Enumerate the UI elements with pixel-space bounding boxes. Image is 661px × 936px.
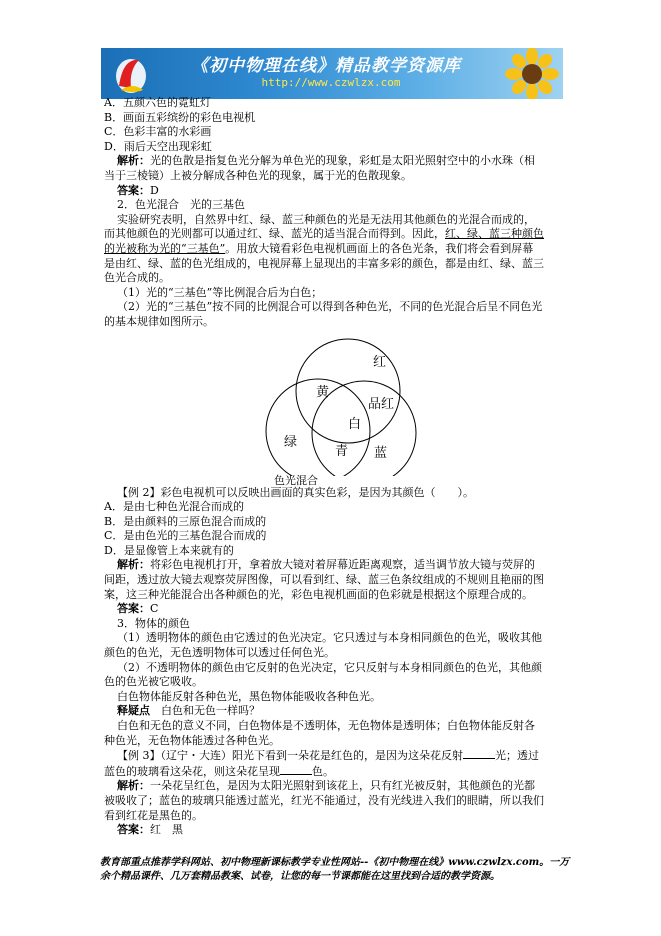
section-2-item-1: （1）光的“三基色”等比例混合后为白色；: [117, 285, 323, 299]
label-red: 红: [373, 354, 387, 370]
doubt-answer: 白色和无色的意义不同，白色物体是不透明体，无色物体是透明体；白色物体能反射各种色光，无色物体能透过各种色光。: [104, 719, 535, 747]
example-2-option-a: A．是由七种色光混合而成的: [104, 500, 244, 514]
label-blue: 蓝: [374, 445, 388, 461]
sunflower-icon: [501, 48, 563, 99]
blank-2[interactable]: [280, 764, 312, 775]
page-footer: 教育部重点推荐学科网站、初中物理新课标教学专业性网站--《初中物理在线》www.czwlzx.com。一万余个精品课件、几万套精品教案、试卷，让您的每一节课都能在这里找到合适的教学资源。: [100, 857, 570, 882]
label-magenta: 品红: [368, 396, 395, 412]
analysis-1: 解析：光的色散是指复色光分解为单色光的现象，彩虹是太阳光照射空中的小水珠（相当于三棱镜）上被分解成各种色光的现象，属于光的色散现象。: [104, 154, 535, 182]
label-white: 白: [348, 416, 362, 432]
option-d: D．雨后天空出现彩虹: [104, 139, 212, 153]
diagram-caption: 色光混合: [274, 473, 318, 487]
option-b: B．画面五彩缤纷的彩色电视机: [104, 110, 256, 124]
option-c: C．色彩丰富的水彩画: [104, 125, 212, 139]
section-3-item-2: （2）不透明物体的颜色由它反射的色光决定，它只反射与本身相同颜色的色光，其他颜色的色光被它吸收。: [104, 660, 542, 689]
example-2-option-b: B．是由颜料的三原色混合而成的: [104, 514, 267, 528]
section-3-heading: 3．物体的颜色: [117, 616, 190, 630]
example-3-analysis: 解析：一朵花呈红色，是因为太阳光照射到该花上，只有红光被反射，其他颜色的光都被吸收了；蓝色的玻璃只能透过蓝光，红光不能通过，没有光线进入我们的眼睛，所以我们看到红花是黑色的。: [104, 779, 544, 822]
example-2-analysis: 解析：将彩色电视机打开，拿着放大镜对着屏幕近距离观察，适当调节放大镜与荧屏的间距，透过放大镜去观察荧屏图像，可以看到红、绿、蓝三色条纹组成的不规则且艳丽的图案，这三种光能混合出各种颜色的光，彩色电视机画面的色彩就是根据这个原理合成的。: [104, 558, 544, 601]
example-3-answer: 答案：红 黑: [117, 823, 183, 837]
label-yellow: 黄: [316, 384, 330, 400]
answer-1: 答案：D: [117, 183, 159, 197]
document-body: [104, 96, 544, 838]
example-2-question: 【例 2】彩色电视机可以反映出画面的真实色彩，是因为其颜色（ ）。: [117, 485, 474, 499]
section-3-item-1: （1）透明物体的颜色由它透过的色光决定。它只透过与本身相同颜色的色光，吸收其他颜色的色光，无色透明物体可以透过任何色光。: [104, 631, 542, 660]
label-cyan: 青: [335, 443, 349, 459]
label-green: 绿: [284, 434, 298, 450]
option-a: A．五颜六色的霓虹灯: [104, 96, 211, 109]
color-mixing-diagram: [104, 336, 544, 486]
doubt-point: 释疑点 白色和无色一样吗？: [117, 704, 260, 718]
section-2-heading: 2．色光混合 光的三基色: [117, 198, 245, 212]
section-2-paragraph: 实验研究表明，自然界中红、绿、蓝三种颜色的光是无法用其他颜色的光混合而成的，而其他颜色的光则都可以通过红、绿、蓝光的适当混合而得到。因此，红、绿、蓝三种颜色的光被称为光的“三基色”。用放大镜看彩色电视机画面上的各色光条，我们将会看到屏幕是由红、绿、蓝的色光组成的，电视屏幕上显现出的丰富多彩的颜色，都是由红、绿、蓝三色光合成的。: [104, 212, 544, 285]
banner-title: 《初中物理在线》精品教学资源库: [191, 56, 461, 76]
header-banner: [101, 48, 563, 99]
example-2-option-c: C．是由色光的三基色混合而成的: [104, 529, 267, 543]
section-3-item-3: 白色物体能反射各种色光，黑色物体能吸收各种色光。: [117, 689, 381, 703]
example-2-answer: 答案：C: [117, 602, 159, 616]
example-3-question: 【例 3】（辽宁・大连）阳光下看到一朵花是红色的，是因为这朵花反射 光；透过蓝色的玻璃看这朵花，则这朵花呈现 色。: [104, 749, 539, 778]
section-2-item-2: （2）光的“三基色”按不同的比例混合可以得到各种色光，不同的色光混合后呈不同色光的基本规律如图所示。: [104, 300, 543, 328]
example-2-option-d: D．是显像管上本来就有的: [104, 543, 234, 557]
site-logo-icon: [109, 52, 149, 95]
blank-1[interactable]: [463, 748, 495, 759]
banner-url[interactable]: http://www.czwlzx.com: [261, 76, 401, 89]
